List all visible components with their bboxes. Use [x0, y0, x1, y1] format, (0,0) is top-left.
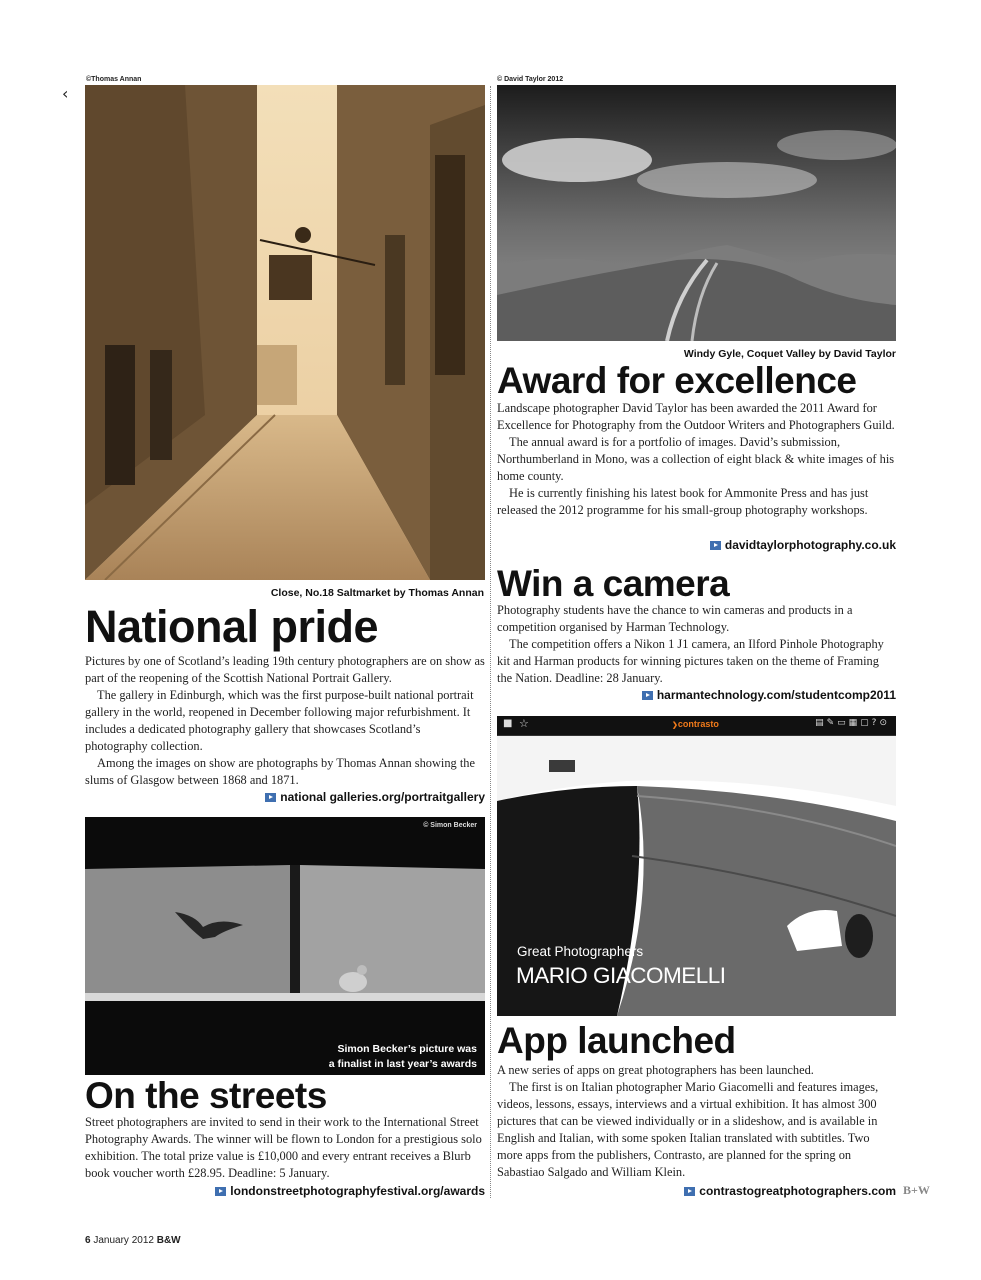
play-arrow-icon: [215, 1187, 226, 1196]
headline-national-pride: National pride: [85, 601, 379, 652]
play-arrow-icon: [684, 1187, 695, 1196]
photo-caption-annan: Close, No.18 Saltmarket by Thomas Annan: [270, 587, 484, 599]
app-toolbar: [497, 716, 896, 736]
photo-becker-street: [85, 817, 485, 1075]
link-london-street-photography[interactable]: londonstreetphotographyfestival.org/awards: [215, 1184, 485, 1198]
paragraph: A new series of apps on great photographers has been launched.: [497, 1063, 814, 1077]
page-number: 6: [85, 1235, 91, 1246]
link-harman[interactable]: harmantechnology.com/studentcomp2011: [642, 688, 896, 702]
app-camera-icon[interactable]: ■: [503, 718, 513, 729]
app-star-icon[interactable]: ☆: [519, 717, 529, 730]
app-brand: ❯contrasto: [672, 719, 719, 729]
headline-on-the-streets: On the streets: [85, 1075, 327, 1116]
photo-caption-becker: Simon Becker’s picture was a finalist in last year’s awards: [328, 1043, 477, 1070]
play-arrow-icon: [265, 793, 276, 802]
play-arrow-icon: [642, 691, 653, 700]
paragraph: He is currently finishing his latest book for Ammonite Press and has just released the 2012 programme for his small-group photography workshops.: [497, 486, 869, 517]
article-on-the-streets: [85, 1114, 485, 1182]
back-arrow-icon[interactable]: ‹: [62, 84, 69, 103]
paragraph: Pictures by one of Scotland’s leading 19th century photographers are on show as part of the reopening of the Scottish National Portrait Gallery.: [85, 654, 485, 685]
headline-app-launched: App launched: [497, 1020, 736, 1061]
end-mark: B+W: [903, 1183, 930, 1197]
headline-award-for-excellence: Award for excellence: [497, 360, 857, 401]
app-toolbar-icons[interactable]: ▤✎▭▦▢?⊙: [815, 718, 890, 728]
photo-credit-becker: © Simon Becker: [423, 822, 477, 829]
app-overlay-title: MARIO GIACOMELLI: [516, 963, 726, 988]
paragraph: The annual award is for a portfolio of images. David’s submission, Northumberland in Mono, was a collection of eight black & white images of his home county.: [497, 435, 895, 483]
article-award: [497, 400, 896, 519]
article-win-camera: [497, 602, 896, 687]
photo-saltmarket-close: [85, 85, 485, 580]
headline-win-a-camera: Win a camera: [497, 563, 730, 604]
app-screenshot-giacomelli: [497, 716, 896, 1016]
paragraph: The gallery in Edinburgh, which was the first purpose-built national portrait gallery in the world, reopened in December following major refurbishment. It includes a dedicated photography gallery that showcases Scotland’s photography collection.: [85, 688, 474, 753]
issue-date: January 2012: [93, 1235, 154, 1246]
photo-caption-taylor: Windy Gyle, Coquet Valley by David Taylor: [683, 348, 896, 360]
article-national-pride: [85, 653, 485, 789]
photo-windy-gyle: [497, 85, 896, 341]
paragraph: The first is on Italian photographer Mario Giacomelli and features images, videos, lessons, essays, interviews and a virtual exhibition. It has almost 300 pictures that can be viewed individually or in a slideshow, and is available in English and Italian, with some spoken Italian translated with subtitles. Two more apps from the publishers, Contrasto, are planned for the spring on Sabastiao Salgado and William Klein.: [497, 1080, 879, 1179]
paragraph: Photography students have the chance to win cameras and products in a competition organised by Harman Technology.: [497, 603, 853, 634]
photo-credit-taylor: © David Taylor 2012: [497, 76, 564, 83]
article-app-launched: [497, 1062, 896, 1181]
magazine-name: B&W: [156, 1235, 181, 1246]
link-contrasto[interactable]: contrastogreatphotographers.com: [684, 1184, 896, 1198]
app-overlay-subtitle: Great Photographers: [517, 944, 644, 959]
paragraph: Among the images on show are photographs by Thomas Annan showing the slums of Glasgow between 1868 and 1871.: [85, 756, 475, 787]
link-david-taylor[interactable]: davidtaylorphotography.co.uk: [710, 538, 896, 552]
page-footer: [85, 1235, 181, 1246]
paragraph: Street photographers are invited to send in their work to the International Street Photography Awards. The winner will be flown to London for a prestigious solo exhibition. The total prize value is £10,000 and every entrant receives a Blurb book voucher worth £28.95. Deadline: 5 January.: [85, 1115, 482, 1180]
photo-credit-annan: ©Thomas Annan: [86, 76, 142, 83]
paragraph: Landscape photographer David Taylor has been awarded the 2011 Award for Excellence for Photography from the Outdoor Writers and Photographers Guild.: [497, 401, 895, 432]
paragraph: The competition offers a Nikon 1 J1 camera, an Ilford Pinhole Photography kit and Harman products for winning pictures taken on the theme of Framing the Nation. Deadline: 28 January.: [497, 637, 884, 685]
play-arrow-icon: [710, 541, 721, 550]
link-national-galleries[interactable]: national galleries.org/portraitgallery: [265, 790, 485, 804]
column-divider: [490, 86, 491, 1198]
